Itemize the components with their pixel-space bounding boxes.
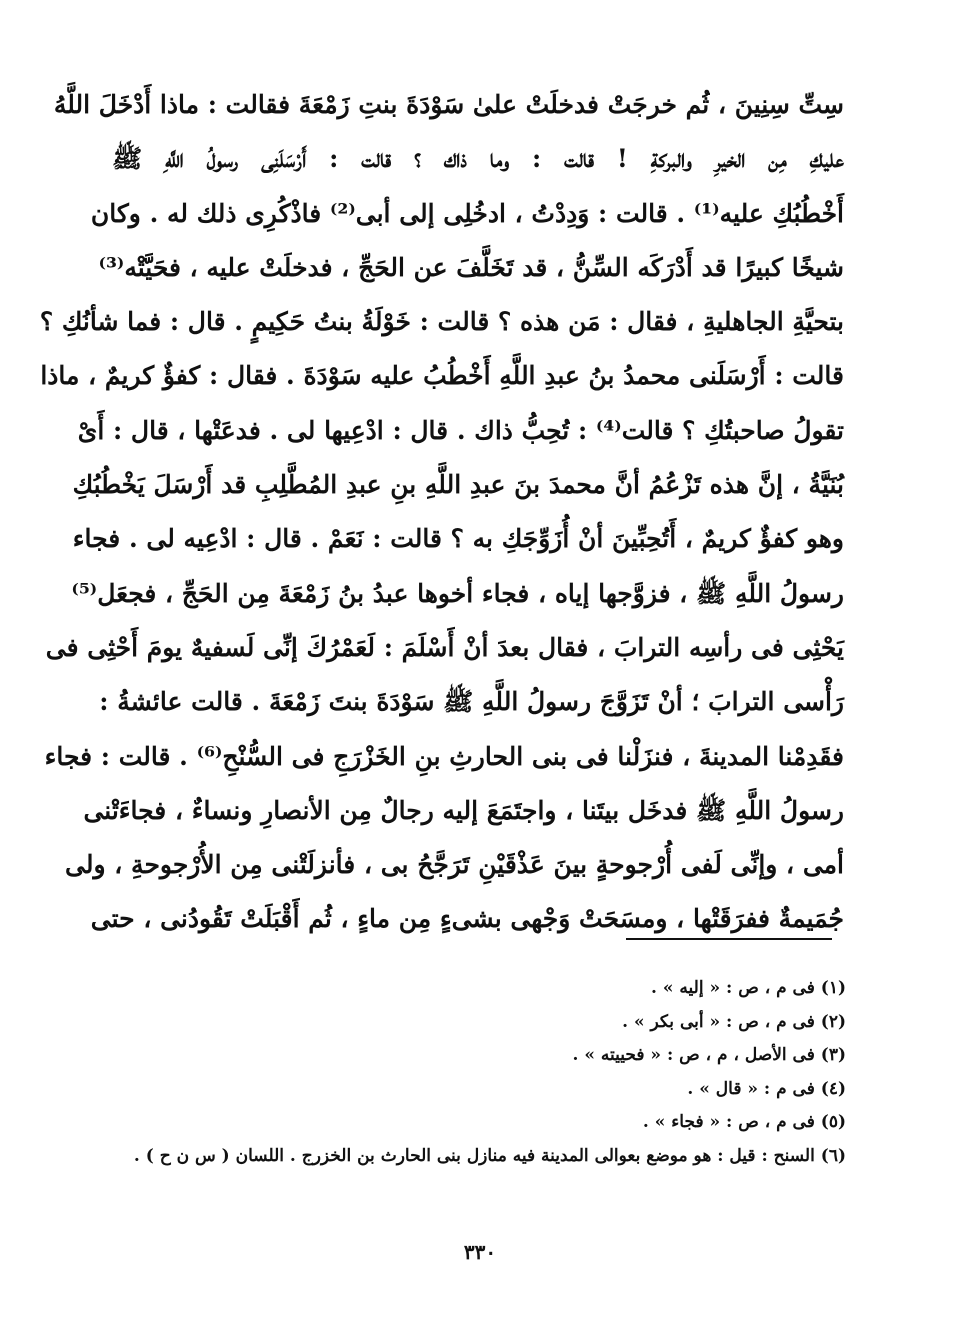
text-line: وهو كفؤٌ كريمٌ ، أَتُحِبِّينَ أنْ أُزَوِّجَكِ به ؟ قالت : نَعَمْ . قال : ادْعِيه لى . فجاء: [72, 524, 844, 554]
footnote: (٣) فى الأصل ، م ، ص : « فحييته » .: [572, 1045, 846, 1065]
text-line: قالت : أَرْسَلَنى محمدُ بنُ عبدِ اللَّهِ أَخْطُبُ عليه سَوْدَةَ . فقال : كفؤٌ كريمٌ ، ماذا: [40, 361, 844, 391]
text-line: تقولُ صاحبتُكِ ؟ قالت⁽⁴⁾ : تُحِبُّ ذاك . قال : ادْعِيها لى . فدعَتْها ، قال : أَىْ: [77, 415, 844, 445]
text-line: بتحيَّةِ الجاهليةِ ، فقال : مَن هذه ؟ قالت : خَوْلَةُ بنتُ حَكِيمٍ . قال : فما شأنُكِ ؟: [39, 307, 844, 337]
page-number: ٣٣٠: [463, 1240, 497, 1264]
footnote: (٤) فى م : « قال » .: [687, 1078, 846, 1099]
text-line: أمى ، وإنِّى لَفى أُرْجوحةٍ بينَ عَذْقَيْنِ تَرَجَّحُ بى ، فأنزلَتْنى مِن الأُرْجوحةِ ، ولى: [65, 850, 844, 880]
footnote: (٦) السنح : قيل : هو موضع بعوالى المدينة فيه منازل بنى الحارث بن الخزرج . اللسان ( س ن ح ) .: [133, 1145, 846, 1166]
text-line: سِتِّ سِنِينَ ، ثُم خرجَتْ فدخلَتْ علىٰ سَوْدَةَ بنتِ زَمْعَةَ فقالت : ماذا أَدْخَلَ اللَّهُ: [53, 90, 844, 119]
text-line: رَأْسى الترابَ ؛ أنْ تَزَوَّجَ رسولُ اللَّهِ ﷺ سَوْدَةَ بنتَ زَمْعَةَ . قالت عائشةُ :: [99, 687, 844, 717]
footnotes-block: [110, 972, 846, 1173]
text-line: بُنَيَّةُ ، إنَّ هذه تَزْعُمُ أنَّ محمدَ بنَ عبدِ اللَّهِ بنِ عبدِ المُطَّلِبِ قد أَرْسَلَ يَخْطُبُكِ: [72, 470, 844, 500]
text-line: رسولُ اللَّهِ ﷺ ، فزوَّجها إياه ، فجاء أخوها عبدُ بنُ زَمْعَةَ مِن الحَجِّ ، فجعَل⁽⁵⁾: [71, 578, 844, 608]
text-line: جُمَيمةٌ ففرَقَتْها ، ومسَحَتْ وَجْهى بشىءٍ مِن ماءٍ ، ثُم أَقْبَلَتْ تَقُودُنى ، حتى: [90, 904, 844, 934]
footnote: (٥) فى م ، ص : « فجاء » .: [642, 1112, 846, 1132]
text-line: يَحْثِى فى رأسِه الترابَ ، فقال بعدَ أنْ أَسْلَمَ : لَعَمْرُكَ إنِّى لَسفيهٌ يومَ أَحْثِى فى: [45, 632, 844, 662]
text-line: شيخًا كبيرًا قد أَدْرَكَه السِّنُّ ، قد تَخَلَّفَ عن الحَجِّ ، فدخلَتْ عليه ، فحَيَّتْه⁽³⁾: [98, 252, 844, 282]
footnote: (٢) فى م ، ص : « أبى بكر » .: [622, 1011, 846, 1032]
text-line: فقَدِمْنا المدينةَ ، فنزَلْنا فى بنى الحارثِ بنِ الخَزْرَجِ فى السُّنْحِ⁽⁶⁾ . قالت : فجاء: [44, 741, 844, 771]
footnote-separator: [626, 938, 832, 940]
footnote: (١) فى م ، ص : « إليه » .: [651, 978, 846, 998]
text-line: أَخْطُبُكِ عليه⁽¹⁾ . قالت : وَدِدْتُ ، ادخُلِى إلى أبى⁽²⁾ فاذْكُرِى ذلك له . وكان: [90, 198, 844, 228]
main-text-block: [39, 78, 844, 947]
text-line: عليكِ مِن الخيرِ والبركةِ ! قالت : وما ذاك ؟ قالت : أَرْسَلَنِى رسولُ اللَّهِ ﷺ: [112, 144, 844, 174]
text-line: رسولُ اللَّهِ ﷺ فدخَل بيتَنا ، واجتَمَعَ إليه رجالٌ مِن الأنصارِ ونساءٌ ، فجاءَتْنى: [83, 795, 844, 825]
